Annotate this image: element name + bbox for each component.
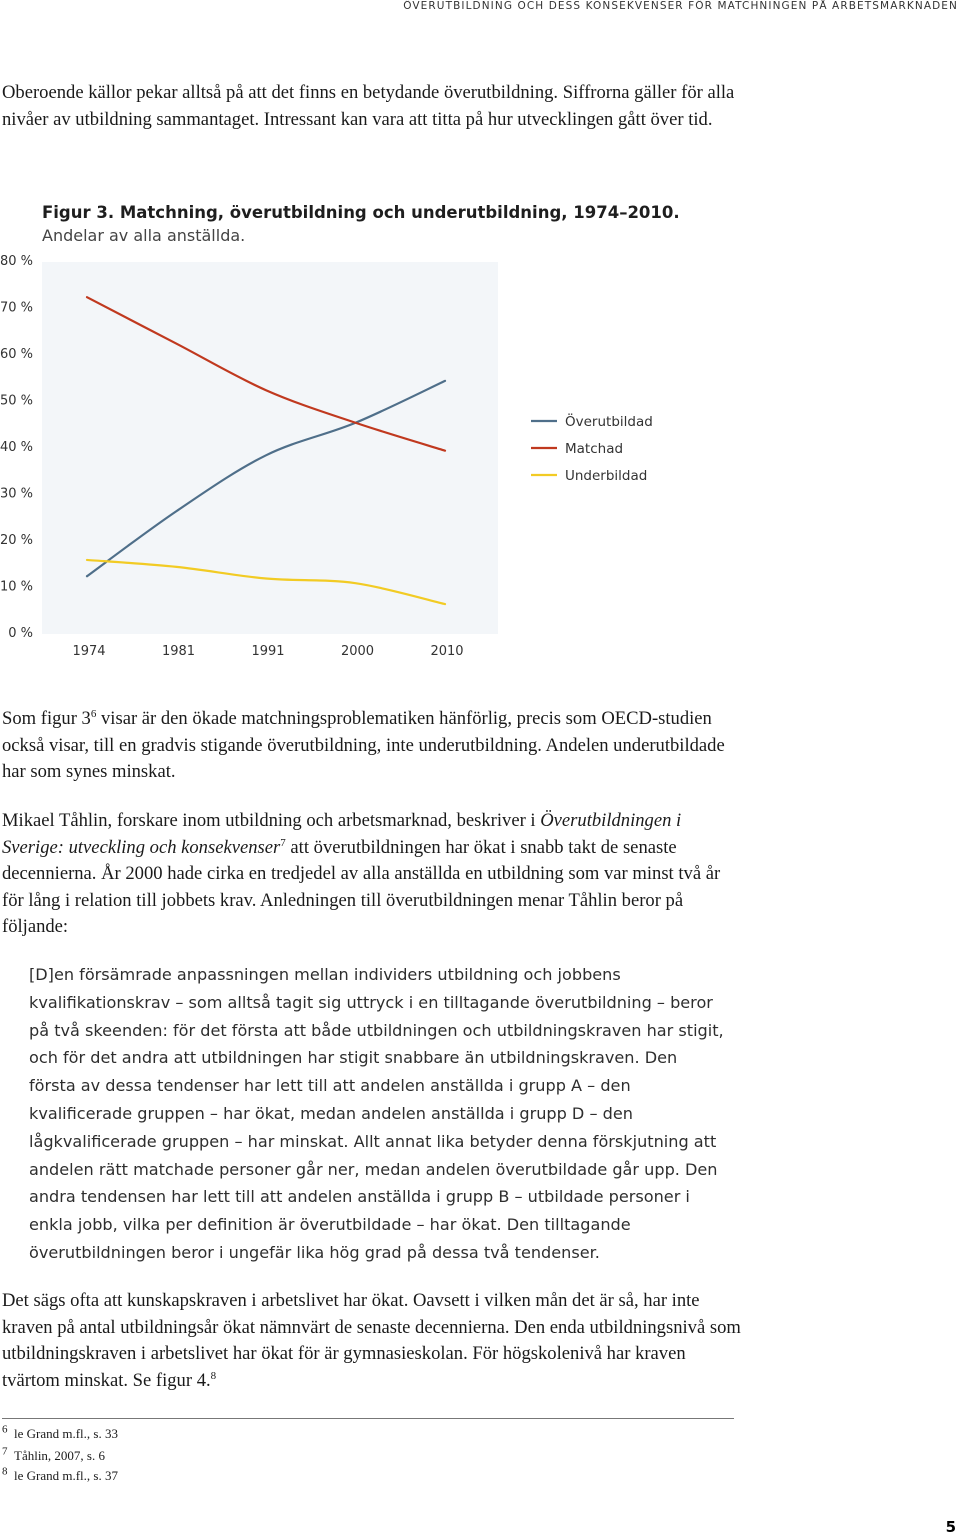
legend-label: Underbildad [565,468,648,484]
footnote-6 [2,1423,118,1442]
x-tick-label: 1974 [72,644,106,659]
p1-text-b: visar är den ökade matchningsproblematiken hänförlig, precis som OECD-studien också visar, till en gradvis stigande överutbildning, inte underutbildning. Andelen underutbildade har som synes minskat. [2,708,725,782]
p2-book-title: Överutbildningen i Sverige: utveckling och konsekvenser [2,810,682,858]
body-paragraph-1 [2,706,742,786]
y-tick-label: 40 % [0,440,33,455]
y-tick-label: 70 % [0,300,33,316]
footnote-ref-6: 6 [90,707,97,720]
p2-text-b: att överutbildningen har ökat i snabb takt de senaste decennierna. År 2000 hade cirka en tredjedel av alla anställda en utbildning som var minst två år för lång i relation till jobbets krav. Anledningen till överutbildningen menar Tåhlin beror på följande: [2,836,721,937]
x-tick-label: 1981 [161,644,196,659]
y-tick-label: 0 % [8,626,33,641]
x-tick-label: 1991 [251,644,285,659]
page-number: 5 [945,1518,956,1536]
footnote-text: le Grand m.fl., s. 37 [14,1468,118,1483]
block-quote: [D]en försämrade anpassningen mellan individers utbildning och jobbens kvalifikationskrav – som alltså tagit sig uttryck i en tilltagande överutbildning – beror på två skeenden: för det första att både utbildningen och utbildningskraven har stigit, och för det andra att utbildningen har stigit snabbare än utbildningskraven. Den första av dessa tendenser har lett till att andelen anställda i grupp A – den kvalificerade gruppen – har ökat, medan andelen anställda i grupp D – den lågkvalificerade gruppen – har minskat. Allt annat lika betyder denna förskjutning att andelen rätt matchade personer går ner, medan andelen överutbildade går upp. Den andra tendensen har lett till att andelen anställda i grupp B – utbildade personer i enkla jobb, vilka per definition är överutbildade – har ökat. Den tilltagande överutbildningen beror i ungefär lika hög grad på dessa två tendenser. [29,965,724,1262]
y-tick-label: 80 % [0,254,33,269]
x-tick-label: 2000 [340,644,375,659]
y-tick-label: 50 % [0,393,33,409]
footnote-rule [2,1418,734,1419]
p2-text-a: Mikael Tåhlin, forskare inom utbildning och arbetsmarknad, beskriver i [2,810,541,831]
footnote-text: le Grand m.fl., s. 33 [14,1426,118,1441]
p1-text-a: Som figur 3 [2,708,91,729]
legend-label: Matchad [565,441,624,457]
footnote-number: 6 [2,1423,8,1436]
y-tick-label: 30 % [0,486,33,502]
footnote-number: 7 [2,1445,8,1458]
figure-subtitle: Andelar av alla anställda. [42,226,246,245]
running-header: ÖVERUTBILDNING OCH DESS KONSEKVENSER FÖR MATCHNINGEN PÅ ARBETSMARKNADEN [403,0,958,12]
footnote-ref-8: 8 [210,1369,217,1382]
footnote-text: Tåhlin, 2007, s. 6 [14,1448,105,1463]
x-axis-ticks [72,644,463,659]
line-chart [0,250,960,670]
footnote-8 [2,1465,118,1484]
legend-label: Överutbildad [565,414,653,430]
legend [531,412,653,484]
y-axis-ticks [0,254,33,641]
y-tick-label: 10 % [0,579,33,595]
x-tick-label: 2010 [430,644,464,659]
body-paragraph-3 [2,1288,742,1394]
figure-title: Figur 3. Matchning, överutbildning och underutbildning, 1974–2010. [42,203,680,222]
footnote-number: 8 [2,1465,8,1478]
y-tick-label: 60 % [0,347,33,362]
footnote-7 [2,1445,105,1464]
footnote-ref-7: 7 [280,836,286,849]
body-paragraph-2 [2,808,742,941]
p3-text: Det sägs ofta att kunskapskraven i arbetslivet har ökat. Oavsett i vilken mån det är så, har inte kraven på antal utbildningsår ökat nämnvärt de senaste decennierna. Den enda utbildningsnivå som utbildningskraven i arbetslivet har ökat för är gymnasieskolan. För högskolenivå har kraven tvärtom minskat. Se figur 4. [2,1290,741,1391]
intro-paragraph: Oberoende källor pekar alltså på att det finns en betydande överutbildning. Siffrorna gäller för alla nivåer av utbildning sammantaget. Intressant kan vara att titta på hur utvecklingen gått över tid. [2,82,735,130]
y-tick-label: 20 % [0,533,33,548]
